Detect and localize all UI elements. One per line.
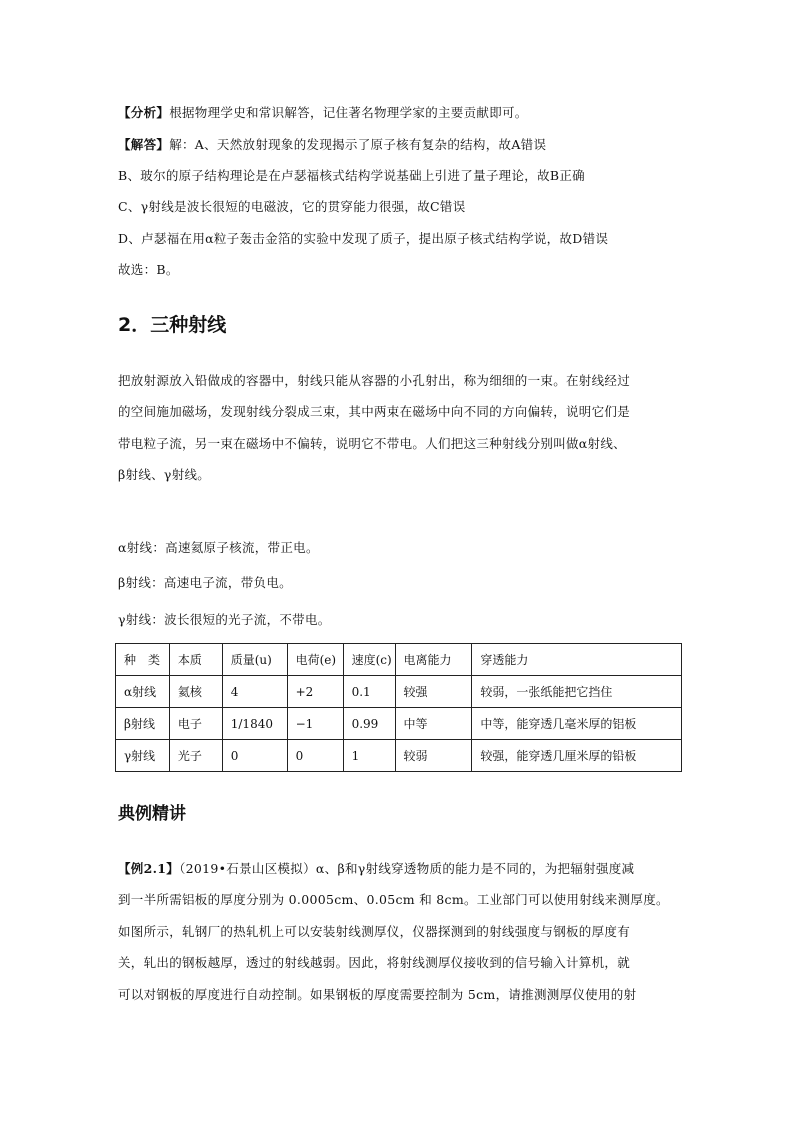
examples-title: 典例精讲 — [118, 804, 186, 824]
table-cell: 0 — [287, 740, 343, 772]
example-line: 可以对钢板的厚度进行自动控制。如果钢板的厚度需要控制为 5cm，请推测测厚仪使用的射 — [118, 987, 637, 1002]
example-line: 关，轧出的钢板越厚，透过的射线越弱。因此，将射线测厚仪接收到的信号输入计算机，就 — [118, 955, 631, 970]
table-cell: 0 — [222, 740, 287, 772]
answer-label: 【解答】 — [118, 137, 170, 152]
table-cell: 1 — [343, 740, 395, 772]
table-header-cell: 穿透能力 — [472, 644, 682, 676]
answer-option-c: C、γ射线是波长很短的电磁波，它的贯穿能力很强，故C错误 — [118, 199, 466, 214]
table-header-cell: 本质 — [169, 644, 222, 676]
table-cell: 1/1840 — [222, 708, 287, 740]
table-cell: +2 — [287, 676, 343, 708]
analysis-line — [118, 105, 528, 121]
analysis-text: 根据物理学史和常识解答，记住著名物理学家的主要贡献即可。 — [169, 105, 528, 120]
table-cell: 电子 — [169, 708, 222, 740]
table-cell: 较弱 — [395, 740, 472, 772]
answer-option-b: B、玻尔的原子结构理论是在卢瑟福核式结构学说基础上引进了量子理论，故B正确 — [118, 168, 585, 183]
answer-conclusion: 故选：B。 — [118, 262, 179, 277]
table-cell: β射线 — [116, 708, 170, 740]
table-cell: 较强，能穿透几厘米厚的铅板 — [472, 740, 682, 772]
table-cell: 光子 — [169, 740, 222, 772]
paragraph-line: 把放射源放入铅做成的容器中，射线只能从容器的小孔射出，称为细细的一束。在射线经过 — [118, 373, 631, 388]
example-line: 到一半所需铝板的厚度分别为 0.0005cm、0.05cm 和 8cm。工业部门可以使用射线来测厚度。 — [118, 892, 669, 907]
table-cell: 较弱，一张纸能把它挡住 — [472, 676, 682, 708]
table-header-cell: 电荷(e) — [287, 644, 343, 676]
example-text: （2019•石景山区模拟）α、β和γ射线穿透物质的能力是不同的，为把辐射强度减 — [179, 861, 635, 876]
paragraph-line: β射线、γ射线。 — [118, 467, 211, 482]
gamma-definition: γ射线：波长很短的光子流，不带电。 — [118, 612, 331, 627]
beta-definition: β射线：高速电子流，带负电。 — [118, 575, 292, 590]
table-cell: 4 — [222, 676, 287, 708]
table-header-cell: 速度(c) — [343, 644, 395, 676]
table-row — [116, 740, 682, 772]
table-cell: 氦核 — [169, 676, 222, 708]
table-header-row — [116, 644, 682, 676]
section-title: 2．三种射线 — [118, 314, 227, 336]
paragraph-line: 的空间施加磁场，发现射线分裂成三束，其中两束在磁场中向不同的方向偏转，说明它们是 — [118, 404, 631, 419]
example-line — [118, 861, 634, 877]
table-cell: −1 — [287, 708, 343, 740]
alpha-definition: α射线：高速氦原子核流，带正电。 — [118, 540, 319, 555]
table-header-cell: 种 类 — [116, 644, 170, 676]
table-header-cell: 电离能力 — [395, 644, 472, 676]
table-header-cell: 质量(u) — [222, 644, 287, 676]
table-cell: 中等，能穿透几毫米厚的铝板 — [472, 708, 682, 740]
answer-line — [118, 137, 546, 153]
table-cell: 中等 — [395, 708, 472, 740]
answer-text: 解：A、天然放射现象的发现揭示了原子核有复杂的结构，故A错误 — [169, 137, 547, 152]
table-cell: γ射线 — [116, 740, 170, 772]
table-cell: 0.1 — [343, 676, 395, 708]
example-label: 【例2.1】 — [118, 861, 180, 876]
table-row — [116, 676, 682, 708]
answer-option-d: D、卢瑟福在用α粒子轰击金箔的实验中发现了质子，提出原子核式结构学说，故D错误 — [118, 231, 609, 246]
table-row — [116, 708, 682, 740]
analysis-label: 【分析】 — [118, 105, 170, 120]
table-cell: α射线 — [116, 676, 170, 708]
table-cell: 较强 — [395, 676, 472, 708]
paragraph-line: 带电粒子流，另一束在磁场中不偏转，说明它不带电。人们把这三种射线分别叫做α射线、 — [118, 436, 626, 451]
table-cell: 0.99 — [343, 708, 395, 740]
example-line: 如图所示，轧钢厂的热轧机上可以安装射线测厚仪，仪器探测到的射线强度与钢板的厚度有 — [118, 924, 631, 939]
radiation-table — [115, 643, 682, 772]
